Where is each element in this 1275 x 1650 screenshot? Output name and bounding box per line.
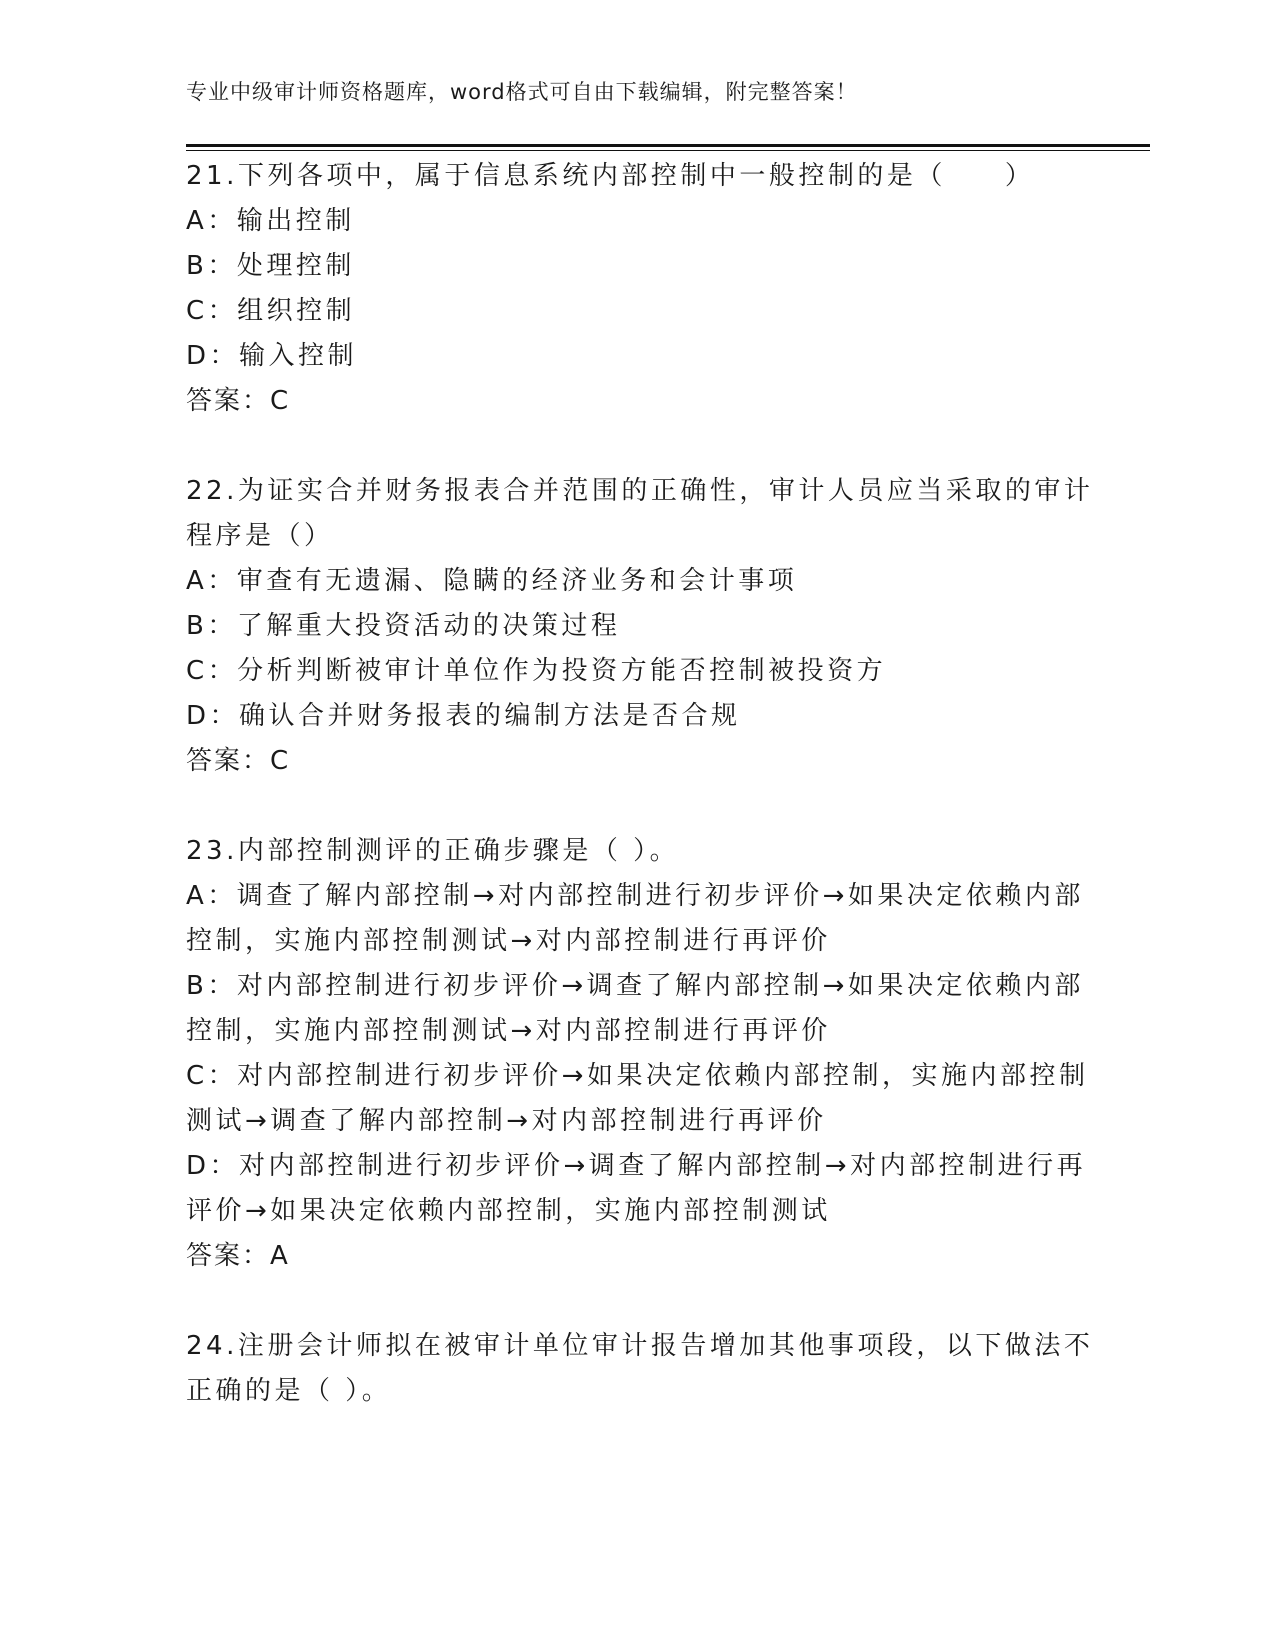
question-block (186, 154, 1086, 469)
question-block (186, 469, 1094, 829)
question-stem: 24.注册会计师拟在被审计单位审计报告增加其他事项段，以下做法不 (186, 1331, 1094, 1361)
answer-key: 答案：C (186, 386, 291, 416)
question-block (186, 1324, 1094, 1414)
question-stem: 正确的是（ ）。 (186, 1376, 392, 1406)
answer-option: B：了解重大投资活动的决策过程 (186, 611, 621, 641)
question-stem: 23.内部控制测评的正确步骤是（ ）。 (186, 836, 680, 866)
answer-option: D：输入控制 (186, 341, 358, 371)
question-stem: 程序是（） (186, 521, 334, 551)
answer-option: B：处理控制 (186, 251, 355, 281)
answer-option: A：调查了解内部控制→对内部控制进行初步评价→如果决定依赖内部 (186, 881, 1084, 911)
answer-option: C：分析判断被审计单位作为投资方能否控制被投资方 (186, 656, 887, 686)
page-header: 专业中级审计师资格题库，word格式可自由下载编辑，附完整答案！ (186, 80, 858, 104)
question-spacer (186, 784, 1086, 829)
answer-option: C：对内部控制进行初步评价→如果决定依赖内部控制，实施内部控制 (186, 1061, 1089, 1091)
question-list (186, 154, 1094, 1414)
question-stem: 21.下列各项中，属于信息系统内部控制中一般控制的是（ ） (186, 161, 1035, 191)
answer-key: 答案：A (186, 1241, 290, 1271)
question-spacer (186, 424, 1086, 469)
answer-option: D：确认合并财务报表的编制方法是否合规 (186, 701, 741, 731)
answer-option: 控制，实施内部控制测试→对内部控制进行再评价 (186, 926, 831, 956)
answer-option: A：输出控制 (186, 206, 355, 236)
answer-option: B：对内部控制进行初步评价→调查了解内部控制→如果决定依赖内部 (186, 971, 1084, 1001)
answer-option: C：组织控制 (186, 296, 356, 326)
question-spacer (186, 1279, 1086, 1324)
question-block (186, 829, 1089, 1324)
header-divider (186, 144, 1150, 151)
answer-key: 答案：C (186, 746, 291, 776)
answer-option: 测试→调查了解内部控制→对内部控制进行再评价 (186, 1106, 827, 1136)
answer-option: 控制，实施内部控制测试→对内部控制进行再评价 (186, 1016, 831, 1046)
answer-option: D：对内部控制进行初步评价→调查了解内部控制→对内部控制进行再 (186, 1151, 1087, 1181)
answer-option: A：审查有无遗漏、隐瞒的经济业务和会计事项 (186, 566, 798, 596)
answer-option: 评价→如果决定依赖内部控制，实施内部控制测试 (186, 1196, 831, 1226)
question-stem: 22.为证实合并财务报表合并范围的正确性，审计人员应当采取的审计 (186, 476, 1094, 506)
